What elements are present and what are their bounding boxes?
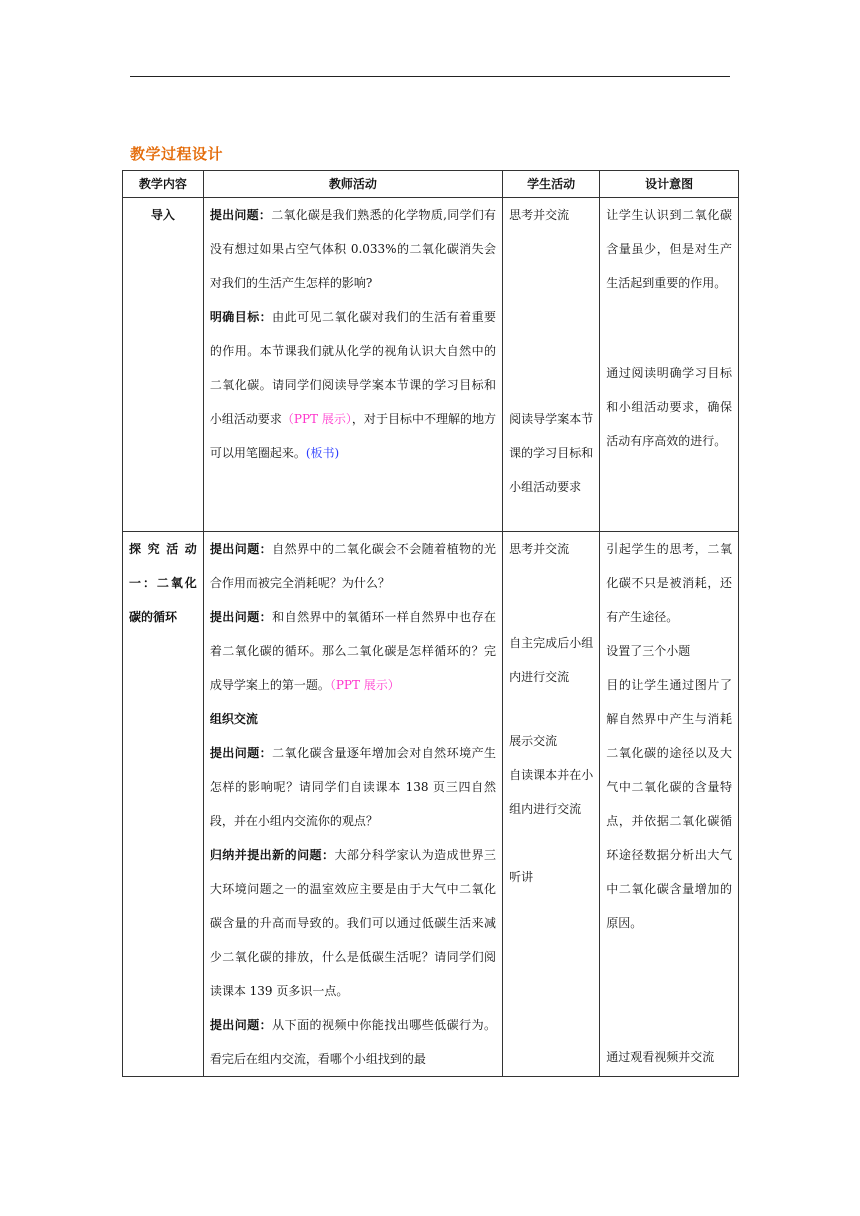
table-row xyxy=(123,198,739,532)
teacher-paragraph xyxy=(210,532,496,600)
student-item: 思考并交流 xyxy=(509,208,570,222)
intent-item: 通过观看视频并交流 xyxy=(606,1050,715,1064)
ppt-display-tag: （PPT 展示） xyxy=(281,412,352,426)
design-intent-cell xyxy=(600,532,739,1077)
teacher-text: 由此可见二氧化碳对我们的生活有着重要的作用。本节课我们就从化学的视角认识大自然中的二氧化碳。请同学们阅读导学案本节课的学习目标和小组活动要求 xyxy=(209,310,497,426)
teacher-label: 归纳并提出新的问题： xyxy=(209,848,335,862)
student-activity-cell xyxy=(503,532,600,1077)
teacher-text: 从下面的视频中你能找出哪些低碳行为。看完后在组内交流，看哪个小组找到的最 xyxy=(209,1018,497,1066)
teacher-text: ，对于目标中不理解的地方可以用笔圈起来。 xyxy=(209,412,497,460)
row-content-cell xyxy=(123,532,204,1077)
student-item: 阅读导学案本节课的学习目标和小组活动要求 xyxy=(509,412,594,494)
header-content: 教学内容 xyxy=(123,171,204,198)
teacher-text: 大部分科学家认为造成世界三大环境问题之一的温室效应主要是由于大气中二氧化碳含量的升高而导致的。我们可以通过低碳生活来减少二氧化碳的排放，什么是低碳生活呢？请同学们阅读课本 139 页多识一点。 xyxy=(209,848,497,998)
teacher-label: 组织交流 xyxy=(209,712,258,726)
teacher-label: 提出问题： xyxy=(209,610,273,624)
table-row xyxy=(123,532,739,1077)
design-intent-cell xyxy=(600,198,739,532)
teacher-text: 和自然界中的氧循环一样自然界中也存在着二氧化碳的循环。那么二氧化碳是怎样循环的？完成导学案上的第一题。 xyxy=(209,610,497,692)
lesson-process-table xyxy=(122,170,739,1077)
header-intent: 设计意图 xyxy=(600,171,739,198)
section-title: 教学过程设计 xyxy=(130,145,224,163)
row-content-label: 探究活动一：二氧化碳的循环 xyxy=(129,542,197,624)
teacher-paragraph xyxy=(210,1008,496,1076)
teacher-paragraph xyxy=(210,300,496,470)
row-content-cell xyxy=(123,198,204,532)
teacher-label: 提出问题： xyxy=(209,746,273,760)
blackboard-tag: (板书) xyxy=(305,446,340,460)
teacher-text: 自然界中的二氧化碳会不会随着植物的光合作用而被完全消耗呢？为什么？ xyxy=(209,542,497,590)
teacher-paragraph xyxy=(210,736,496,838)
student-item: 自读课本并在小组内进行交流 xyxy=(509,768,594,816)
header-teacher: 教师活动 xyxy=(203,171,502,198)
row-content-label: 导入 xyxy=(150,208,175,222)
table-header-row xyxy=(123,171,739,198)
intent-item: 通过阅读明确学习目标和小组活动要求，确保活动有序高效的进行。 xyxy=(606,366,732,448)
teacher-label: 提出问题： xyxy=(209,542,273,556)
student-item: 思考并交流 xyxy=(509,542,570,556)
student-item: 自主完成后小组内进行交流 xyxy=(509,636,594,684)
teacher-paragraph xyxy=(210,600,496,702)
intent-item: 引起学生的思考，二氧化碳不只是被消耗，还有产生途径。 xyxy=(606,542,732,624)
student-item: 展示交流 xyxy=(509,734,558,748)
student-activity-cell xyxy=(503,198,600,532)
teacher-activity-cell xyxy=(203,532,502,1077)
teacher-paragraph xyxy=(210,702,496,736)
teacher-paragraph xyxy=(210,198,496,300)
teacher-text: 二氧化碳是我们熟悉的化学物质,同学们有没有想过如果占空气体积 0.033%的二氧化碳消失会对我们的生活产生怎样的影响? xyxy=(209,208,497,290)
teacher-activity-cell xyxy=(203,198,502,532)
header-student: 学生活动 xyxy=(503,171,600,198)
header-rule xyxy=(130,76,730,77)
teacher-text: 二氧化碳含量逐年增加会对自然环境产生怎样的影响呢？请同学们自读课本 138 页三四自然段，并在小组内交流你的观点？ xyxy=(209,746,497,828)
intent-item: 目的让学生通过图片了解自然界中产生与消耗二氧化碳的途径以及大气中二氧化碳的含量特点，并依据二氧化碳循环途径数据分析出大气中二氧化碳含量增加的原因。 xyxy=(606,678,732,930)
teacher-label: 提出问题： xyxy=(209,208,272,222)
teacher-label: 提出问题： xyxy=(209,1018,273,1032)
student-item: 听讲 xyxy=(509,870,534,884)
teacher-paragraph xyxy=(210,838,496,1008)
intent-item: 让学生认识到二氧化碳含量虽少，但是对生产生活起到重要的作用。 xyxy=(606,208,732,290)
teacher-label: 明确目标： xyxy=(209,310,273,324)
intent-item: 设置了三个小题 xyxy=(606,644,691,658)
ppt-display-tag: （PPT 展示） xyxy=(329,678,400,692)
